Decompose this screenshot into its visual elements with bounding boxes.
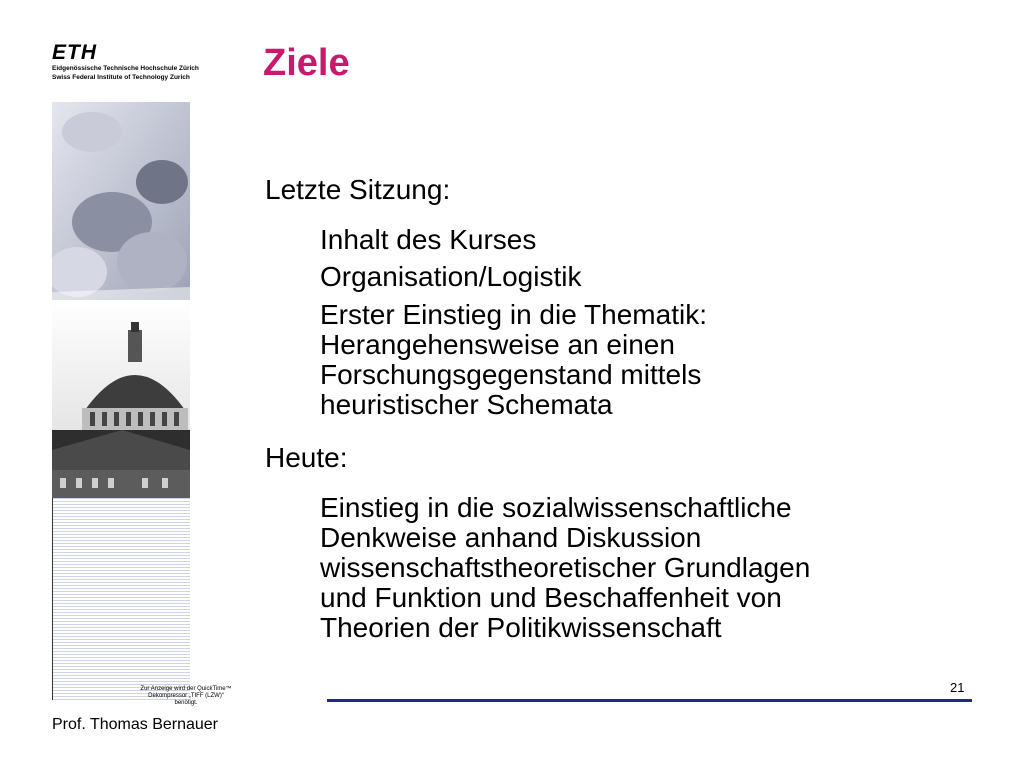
bullet-organisation	[320, 262, 581, 292]
quicktime-note-line2: Dekompressor „TIFF (LZW)“	[148, 693, 224, 699]
building-photo	[52, 300, 190, 498]
slide-title: Ziele	[263, 42, 350, 84]
bullet-line: und Funktion und Beschaffenheit von	[320, 582, 782, 613]
eth-logo-wordmark: ETH	[52, 41, 97, 64]
bullet-line: Einstieg in die sozialwissenschaftliche	[320, 492, 792, 523]
bullet-line: Forschungsgegenstand mittels	[320, 359, 702, 390]
eth-logo-line2: Swiss Federal Institute of Technology Zurich	[52, 74, 190, 81]
bullet-inhalt-des-kurses	[320, 225, 536, 255]
bullet-erster-einstieg	[320, 300, 707, 420]
footer-rule	[327, 699, 972, 702]
quicktime-note-line1: Zur Anzeige wird der QuickTime™	[140, 686, 232, 692]
quicktime-note-line3: benötigt.	[174, 700, 198, 706]
author-name: Prof. Thomas Bernauer	[52, 716, 219, 733]
students-photo	[52, 102, 190, 300]
quicktime-note	[130, 686, 242, 707]
eth-logo-line1: Eidgenössische Technische Hochschule Zürich	[52, 65, 199, 72]
striped-panel	[52, 498, 190, 700]
sidebar-image-column	[52, 102, 190, 700]
section-heading-heute: Heute:	[265, 442, 348, 473]
bullet-einstieg-sozialwissenschaft	[320, 493, 810, 643]
bullet-line: Denkweise anhand Diskussion	[320, 522, 702, 553]
bullet-line: Inhalt des Kurses	[320, 224, 537, 255]
bullet-line: Erster Einstieg in die Thematik:	[320, 299, 707, 330]
sidebar-edge	[52, 498, 53, 700]
section-heading-letzte-sitzung: Letzte Sitzung:	[265, 174, 451, 205]
eth-logo	[52, 42, 199, 82]
page-number: 21	[950, 680, 965, 695]
bullet-line: Organisation/Logistik	[320, 261, 582, 292]
bullet-line: wissenschaftstheoretischer Grundlagen	[320, 552, 811, 583]
bullet-line: heuristischer Schemata	[320, 389, 613, 420]
bullet-line: Theorien der Politikwissenschaft	[320, 612, 722, 643]
bullet-line: Herangehensweise an einen	[320, 329, 675, 360]
